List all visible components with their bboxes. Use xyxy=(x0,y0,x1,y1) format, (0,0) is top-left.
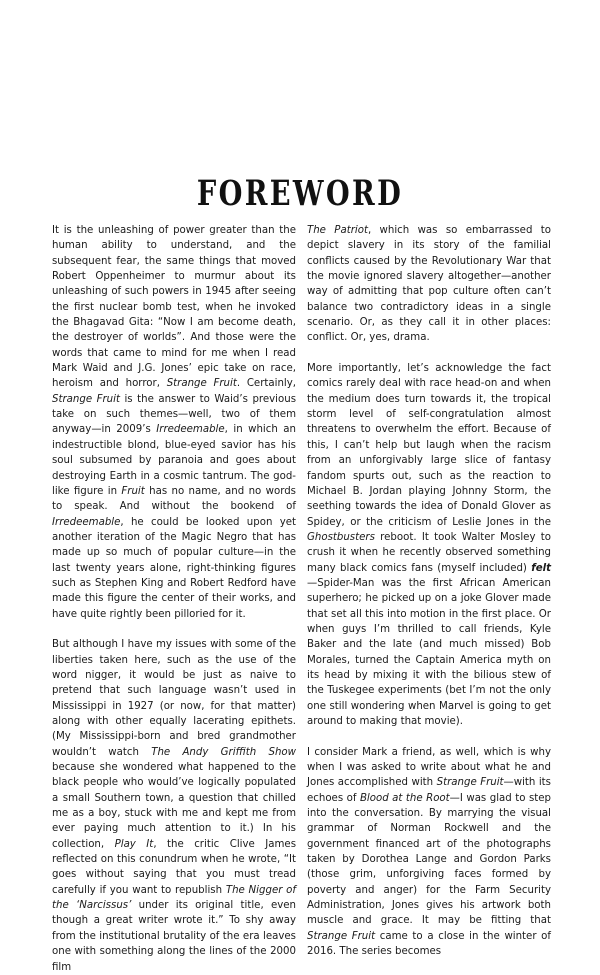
text-run: came to a close in the winter of 2016. The series becomes xyxy=(307,930,551,958)
italic-text: Fruit xyxy=(121,485,145,497)
emphasis-text: felt xyxy=(531,562,551,574)
italic-text: Play It xyxy=(114,838,154,850)
italic-text: Strange Fruit xyxy=(166,378,237,390)
text-run: It is the unleashing of power greater than the human ability to understand, and the subsequent fear, the same things that moved Robert Oppenheimer to murmur about its unleashing of such powers in 1945 after seeing the first nuclear bomb test, when he invoked the Bhagavad Gita: “Now I am become death, the destroyer of worlds”. And those were the words that came to mind for me when I read Mark Waid and J.G. Jones’ epic take on race, heroism and horror, xyxy=(52,225,296,390)
italic-text: Blood at the Root xyxy=(359,792,450,804)
italic-text: Irredeemable xyxy=(156,424,225,436)
italic-text: The Nigger of the ‘Narcissus’ xyxy=(52,884,296,912)
italic-text: The Andy Griffith Show xyxy=(151,746,296,758)
text-run: —I was glad to step into the conversation. By marrying the visual grammar of Norman Rockwell and the government financed art of the photographs taken by Dorothea Lange and Gordon Parks (those grim, unforgiving faces formed by poverty and anger) for the Farm Security Administration, Jones gives his artwork both muscle and grace. It may be fitting that xyxy=(307,792,551,927)
text-run: —with its echoes of xyxy=(307,777,551,804)
paragraph xyxy=(307,745,551,960)
italic-text: Strange Fruit xyxy=(307,930,376,942)
italic-text: Irredeemable xyxy=(52,516,121,528)
text-run: I consider Mark a friend, as well, which is why when I was asked to write about what he and Jones accomplished with xyxy=(307,746,551,789)
text-run: has no name, and no words to speak. And without the bookend of xyxy=(52,485,296,513)
text-run: , the critic Clive James reflected on this conundrum when he wrote, “It goes without saying that you must tread carefully if you want to republish xyxy=(52,838,297,896)
left-column xyxy=(52,223,296,975)
page-title: FOREWORD xyxy=(196,173,404,214)
text-run: But although I have my issues with some of the liberties taken here, such as the use of the word nigger, it would be just as naive to pretend that such language wasn’t used in Mississippi in 1927 (or now, for that matter) along with other equally lacerating epithets. (My Mississippi-born and bred grandmother wouldn’t watch xyxy=(52,639,296,758)
text-run: under its original title, even though a great writer wrote it.” To shy away from the institutional brutality of the era leaves one with something along the lines of the 2000 film xyxy=(52,900,296,973)
paragraph xyxy=(52,637,296,975)
italic-text: Ghostbusters xyxy=(307,531,375,543)
paragraph xyxy=(307,223,551,346)
italic-text: The Patriot xyxy=(307,225,368,236)
text-run: , he could be looked upon yet another iteration of the Magic Negro that has made up so much of popular culture—in the last twenty years alone, right-thinking figures such as Stephen King and Robert Redford have made this figure the center of their works, and have quite rightly been pilloried for it. xyxy=(52,516,296,620)
italic-text: Strange Fruit xyxy=(436,777,504,789)
text-run: reboot. It took Walter Mosley to crush it when he recently observed something many black comics fans (myself included) xyxy=(307,531,551,574)
text-run: , which was so embarrassed to depict slavery in its story of the familial conflicts caused by the Revolutionary War that the movie ignored slavery altogether—another way of admitting that pop culture often can’t balance two contradictory ideas in a single scenario. Or, as they call it in other places: conflict. Or, yes, drama. xyxy=(307,225,551,344)
paragraph xyxy=(52,223,296,622)
text-run: —Spider-Man was the first African American superhero; he picked up on a joke Glover made that set all this into motion in the first place. Or when guys I’m thrilled to call friends, Kyle Baker and the late (and much missed) Bob Morales, turned the Captain America myth on its head by mixing it with the bilious stew of the Tuskegee experiments (bet I’m not the only one still wondering when Marvel is going to get around to making that movie). xyxy=(307,577,551,727)
text-run: , in which an indestructible blond, blue-eyed savior has his soul subsumed by paranoia and goes about destroying Earth in a cosmic tantrum. The god-like figure in xyxy=(52,424,296,497)
text-run: is the answer to Waid’s previous take on such themes—well, two of them anyway—in 2009’s xyxy=(52,393,296,436)
italic-text: Strange Fruit xyxy=(52,393,120,405)
text-run: because she wondered what happened to the black people who would’ve logically populated a small Southern town, a question that chilled me as a boy, stuck with me and kept me from ever paying much attention to it.) In his collection, xyxy=(52,762,296,850)
text-run: More importantly, let’s acknowledge the fact comics rarely deal with race head-on and when the medium does turn towards it, the tropical storm level of self-congratulation almost threatens to overwhelm the effort. Because of this, I can’t help but laugh when the racism from an unforgivably large slice of fantasy fandom spurts out, such as the reaction to Michael B. Jordan playing Johnny Storm, the seething towards the idea of Donald Glover as Spidey, or the criticism of Leslie Jones in the xyxy=(307,363,551,528)
right-column xyxy=(307,223,551,960)
paragraph xyxy=(307,361,551,729)
text-run: . Certainly, xyxy=(236,378,297,390)
